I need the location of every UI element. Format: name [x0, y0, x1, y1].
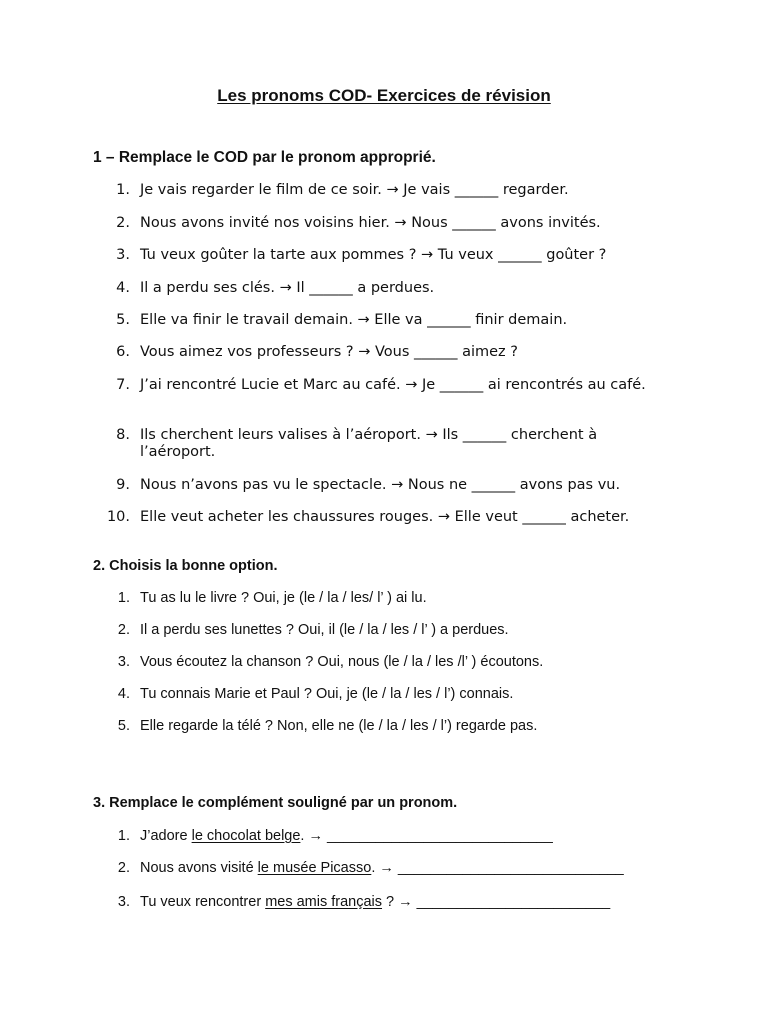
item-text: Tu as lu le livre ? Oui, je (le / la / les/ l’ ) ai lu. — [140, 590, 427, 606]
item-number: 3. — [117, 654, 130, 670]
underlined-complement: le musée Picasso — [257, 860, 372, 876]
item-text — [140, 894, 700, 911]
item-text: Il a perdu ses clés. → Il ______ a perdues. — [140, 280, 435, 296]
item-text: Tu connais Marie et Paul ? Oui, je (le / la / les / l’) connais. — [140, 686, 514, 702]
item-text: Vous écoutez la chanson ? Oui, nous (le / la / les /l’ ) écoutons. — [140, 654, 544, 670]
section-1-heading: 1 – Remplace le COD par le pronom approprié. — [93, 149, 436, 166]
item-number: 1. — [117, 590, 130, 606]
item-number: 6. — [116, 344, 130, 360]
item-text-after: . → ____________________________ — [371, 860, 624, 876]
underlined-complement: le chocolat belge — [191, 828, 301, 844]
item-number: 4. — [117, 686, 130, 702]
item-text-after: ? → ________________________ — [382, 894, 611, 910]
item-text: Ils cherchent leurs valises à l’aéroport. → Ils ______ cherchent à l’aéroport. — [140, 427, 598, 460]
item-text: Vous aimez vos professeurs ? → Vous ______ aimez ? — [140, 344, 518, 360]
section-2-heading: 2. Choisis la bonne option. — [93, 558, 278, 574]
item-text-before: Nous avons visité — [140, 860, 258, 876]
item-text — [140, 860, 700, 877]
item-number: 5. — [117, 718, 130, 734]
item-text: Tu veux goûter la tarte aux pommes ? → Tu veux ______ goûter ? — [140, 247, 607, 263]
item-text: Elle regarde la télé ? Non, elle ne (le / la / les / l’) regarde pas. — [140, 718, 538, 734]
item-number: 7. — [116, 377, 130, 393]
underlined-complement: mes amis français — [265, 894, 383, 910]
item-number: 3. — [116, 247, 130, 263]
item-text: Elle veut acheter les chaussures rouges. → Elle veut ______ acheter. — [140, 509, 630, 525]
item-text: J’ai rencontré Lucie et Marc au café. → Je ______ ai rencontrés au café. — [140, 377, 646, 393]
item-number: 8. — [116, 427, 130, 443]
item-text — [140, 828, 700, 845]
page-title: Les pronoms COD- Exercices de révision — [217, 86, 551, 105]
item-text: Je vais regarder le film de ce soir. → Je vais ______ regarder. — [140, 182, 569, 198]
item-number: 2. — [117, 622, 130, 638]
item-number: 9. — [116, 477, 130, 493]
item-text-before: Tu veux rencontrer — [140, 894, 266, 910]
item-text-before: J’adore — [140, 828, 192, 844]
item-number: 3. — [117, 894, 130, 910]
item-number: 4. — [116, 280, 130, 296]
item-number: 5. — [116, 312, 130, 328]
item-text: Il a perdu ses lunettes ? Oui, il (le / la / les / l’ ) a perdues. — [140, 622, 509, 638]
item-number: 2. — [117, 860, 130, 876]
item-text: Nous avons invité nos voisins hier. → Nous ______ avons invités. — [140, 215, 601, 231]
item-number: 1. — [116, 182, 130, 198]
item-number: 10. — [106, 509, 130, 525]
item-text-after: . → ____________________________ — [300, 828, 553, 844]
item-number: 2. — [116, 215, 130, 231]
item-number: 1. — [117, 828, 130, 844]
section-3-heading: 3. Remplace le complément souligné par un pronom. — [93, 795, 458, 811]
item-text: Elle va finir le travail demain. → Elle va ______ finir demain. — [140, 312, 568, 328]
item-text: Nous n’avons pas vu le spectacle. → Nous ne ______ avons pas vu. — [140, 477, 621, 493]
